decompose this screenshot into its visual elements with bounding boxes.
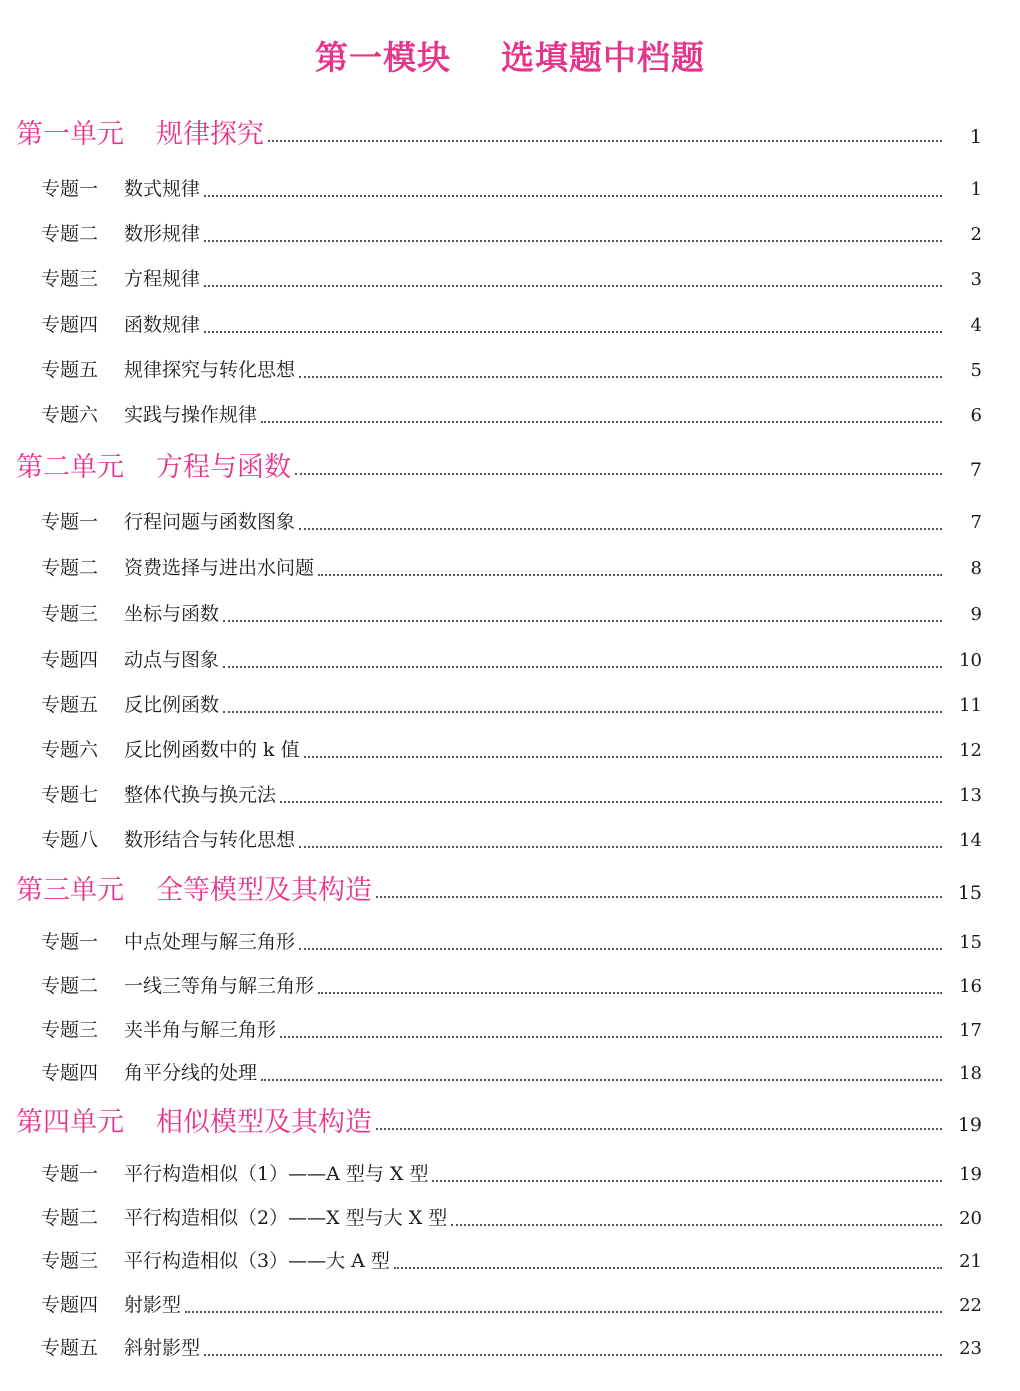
toc-unit-4[interactable] <box>0 1100 1020 1140</box>
toc-topic[interactable] <box>0 219 1020 249</box>
page-number: 2 <box>970 224 982 245</box>
topic-title: 平行构造相似（3）——大 A 型 <box>124 1250 390 1272</box>
unit-number: 第四单元 <box>16 1107 124 1138</box>
page-number: 7 <box>969 459 982 481</box>
dot-leader <box>204 1353 942 1356</box>
page-number: 15 <box>957 882 982 904</box>
dot-leader <box>304 755 942 758</box>
page-number: 20 <box>959 1208 982 1229</box>
page-number: 16 <box>959 976 982 997</box>
toc-topic[interactable] <box>0 1159 1020 1189</box>
page-number: 17 <box>959 1020 982 1041</box>
topic-title: 规律探究与转化思想 <box>124 359 296 381</box>
toc-topic[interactable] <box>0 553 1020 583</box>
topic-number: 专题六 <box>41 404 99 426</box>
toc-topic[interactable] <box>0 310 1020 340</box>
dot-leader <box>299 375 942 378</box>
unit-number: 第三单元 <box>16 875 124 906</box>
unit-title: 方程与函数 <box>156 452 291 483</box>
topic-title: 整体代换与换元法 <box>124 784 277 806</box>
page-number: 7 <box>970 512 982 533</box>
unit-number: 第二单元 <box>16 452 124 483</box>
topic-number: 专题三 <box>41 603 99 625</box>
dot-leader <box>376 1127 942 1130</box>
page-number: 8 <box>970 558 982 579</box>
toc-unit-1[interactable] <box>0 112 1020 152</box>
topic-number: 专题二 <box>41 1207 99 1229</box>
dot-leader <box>261 1078 942 1081</box>
topic-number: 专题四 <box>41 649 99 671</box>
toc-topic[interactable] <box>0 355 1020 385</box>
dot-leader <box>280 800 942 803</box>
topic-number: 专题四 <box>41 1062 99 1084</box>
page-number: 3 <box>970 269 982 290</box>
dot-leader <box>185 1310 942 1313</box>
page-number: 11 <box>959 695 982 716</box>
page-number: 10 <box>959 650 982 671</box>
topic-title: 夹半角与解三角形 <box>124 1019 277 1041</box>
topic-number: 专题二 <box>41 223 99 245</box>
topic-title: 函数规律 <box>124 314 201 336</box>
page-number: 23 <box>959 1338 982 1359</box>
toc-topic[interactable] <box>0 780 1020 810</box>
dot-leader <box>376 895 942 898</box>
page-number: 1 <box>969 126 982 148</box>
page-number: 13 <box>959 785 982 806</box>
unit-number: 第一单元 <box>16 119 124 150</box>
dot-leader <box>318 573 942 576</box>
topic-title: 中点处理与解三角形 <box>124 931 296 953</box>
topic-title: 斜射影型 <box>124 1337 201 1359</box>
dot-leader <box>299 527 942 530</box>
topic-number: 专题二 <box>41 975 99 997</box>
toc-topic[interactable] <box>0 1290 1020 1320</box>
topic-title: 反比例函数中的 k 值 <box>124 739 300 761</box>
topic-title: 一线三等角与解三角形 <box>124 975 315 997</box>
topic-number: 专题八 <box>41 829 99 851</box>
toc-topic[interactable] <box>0 1246 1020 1276</box>
dot-leader <box>204 239 942 242</box>
topic-number: 专题一 <box>41 931 99 953</box>
toc-topic[interactable] <box>0 971 1020 1001</box>
toc-topic[interactable] <box>0 735 1020 765</box>
page-number: 19 <box>957 1114 982 1136</box>
toc-topic[interactable] <box>0 400 1020 430</box>
unit-title: 规律探究 <box>156 119 264 150</box>
dot-leader <box>394 1266 942 1269</box>
page-number: 12 <box>959 740 982 761</box>
dot-leader <box>295 472 942 475</box>
topic-title: 反比例函数 <box>124 694 220 716</box>
dot-leader <box>268 139 942 142</box>
topic-title: 数式规律 <box>124 178 201 200</box>
dot-leader <box>261 420 942 423</box>
dot-leader <box>318 991 942 994</box>
topic-number: 专题五 <box>41 694 99 716</box>
page-number: 6 <box>970 405 982 426</box>
page-number: 5 <box>970 360 982 381</box>
topic-title: 资费选择与进出水问题 <box>124 557 315 579</box>
toc-topic[interactable] <box>0 825 1020 855</box>
dot-leader <box>299 845 942 848</box>
topic-number: 专题一 <box>41 511 99 533</box>
toc-topic[interactable] <box>0 599 1020 629</box>
topic-number: 专题一 <box>41 1163 99 1185</box>
topic-number: 专题五 <box>41 1337 99 1359</box>
toc-topic[interactable] <box>0 927 1020 957</box>
topic-title: 角平分线的处理 <box>124 1062 258 1084</box>
topic-number: 专题二 <box>41 557 99 579</box>
topic-title: 平行构造相似（2）——X 型与大 X 型 <box>124 1207 448 1229</box>
page-number: 1 <box>970 179 982 200</box>
toc-topic[interactable] <box>0 507 1020 537</box>
page-number: 19 <box>959 1164 982 1185</box>
dot-leader <box>204 194 942 197</box>
page-number: 21 <box>959 1251 982 1272</box>
toc-unit-3[interactable] <box>0 868 1020 908</box>
page-number: 9 <box>970 604 982 625</box>
toc-topic[interactable] <box>0 1058 1020 1088</box>
dot-leader <box>223 710 942 713</box>
dot-leader <box>223 665 942 668</box>
toc-topic[interactable] <box>0 264 1020 294</box>
topic-number: 专题四 <box>41 314 99 336</box>
topic-number: 专题六 <box>41 739 99 761</box>
topic-number: 专题三 <box>41 1019 99 1041</box>
toc-topic[interactable] <box>0 1015 1020 1045</box>
page-number: 4 <box>970 315 982 336</box>
unit-title: 全等模型及其构造 <box>156 875 372 906</box>
topic-number: 专题七 <box>41 784 99 806</box>
unit-title: 相似模型及其构造 <box>156 1107 372 1138</box>
page-number: 18 <box>959 1063 982 1084</box>
topic-title: 平行构造相似（1）——A 型与 X 型 <box>124 1163 429 1185</box>
topic-title: 数形规律 <box>124 223 201 245</box>
topic-title: 行程问题与函数图象 <box>124 511 296 533</box>
page-number: 15 <box>959 932 982 953</box>
toc-topic[interactable] <box>0 174 1020 204</box>
toc-unit-2[interactable] <box>0 445 1020 485</box>
topic-title: 动点与图象 <box>124 649 220 671</box>
topic-number: 专题三 <box>41 268 99 290</box>
dot-leader <box>280 1035 942 1038</box>
dot-leader <box>299 947 942 950</box>
toc-topic[interactable] <box>0 1203 1020 1233</box>
page-number: 14 <box>959 830 982 851</box>
dot-leader <box>432 1179 942 1182</box>
topic-title: 方程规律 <box>124 268 201 290</box>
dot-leader <box>204 330 942 333</box>
toc-topic[interactable] <box>0 645 1020 675</box>
dot-leader <box>223 619 942 622</box>
page-number: 22 <box>959 1295 982 1316</box>
topic-number: 专题一 <box>41 178 99 200</box>
topic-title: 坐标与函数 <box>124 603 220 625</box>
module-title: 第一模块 选填题中档题 <box>315 38 705 77</box>
dot-leader <box>204 284 942 287</box>
toc-topic[interactable] <box>0 1333 1020 1363</box>
dot-leader <box>451 1223 942 1226</box>
topic-title: 射影型 <box>124 1294 182 1316</box>
topic-number: 专题三 <box>41 1250 99 1272</box>
topic-title: 数形结合与转化思想 <box>124 829 296 851</box>
topic-number: 专题五 <box>41 359 99 381</box>
topic-title: 实践与操作规律 <box>124 404 258 426</box>
toc-topic[interactable] <box>0 690 1020 720</box>
topic-number: 专题四 <box>41 1294 99 1316</box>
